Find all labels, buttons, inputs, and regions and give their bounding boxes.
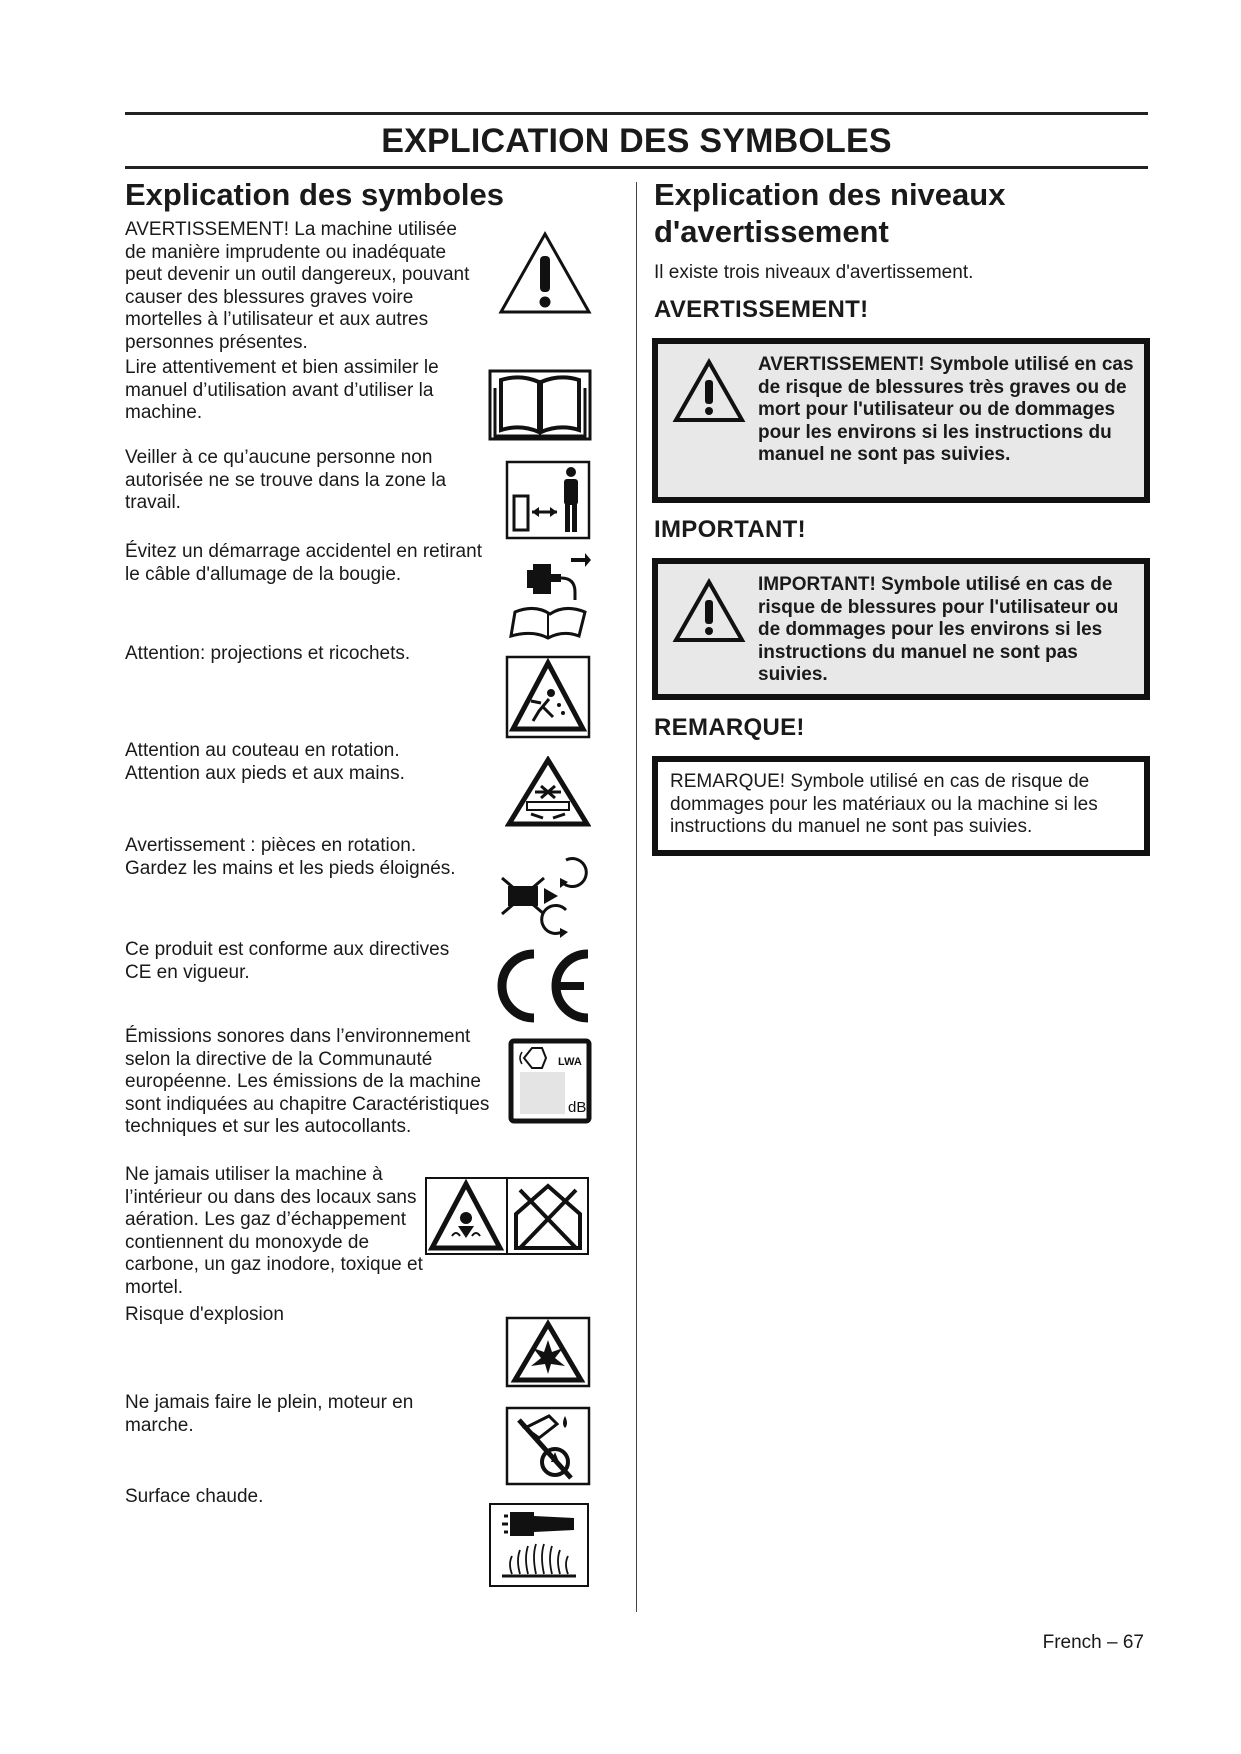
symbol-text-thrown: Attention: projections et ricochets.: [125, 643, 411, 664]
symbol-text-rotating: Avertissement : pièces en rotation. Gardez les mains et les pieds éloignés.: [125, 835, 456, 879]
symbol-text-explosion: Risque d'explosion: [125, 1304, 284, 1325]
warning-triangle-icon: [497, 230, 593, 316]
noise-db-label: dB: [568, 1099, 587, 1116]
noise-level-icon: [508, 1038, 592, 1124]
symbol-text-sparkplug: Évitez un démarrage accidentel en retirant le câble d'allumage de la bougie.: [125, 541, 482, 585]
hot-surface-icon: [488, 1502, 590, 1588]
explosion-icon: [505, 1316, 591, 1388]
ce-mark-icon: [488, 946, 594, 1026]
warning-box-text: AVERTISSEMENT! Symbole utilisé en cas de risque de blessures très graves ou de mort pour l'utilisateur ou de dommages pour les environs si les instructions du manuel ne sont pas suivies.: [758, 354, 1134, 465]
note-box-remarque: [652, 756, 1150, 856]
warning-box-text: IMPORTANT! Symbole utilisé en cas de risque de blessures pour l'utilisateur ou de dommages pour les environs si les instructions du manuel ne sont pas suivies.: [758, 574, 1119, 685]
symbol-text-refuel: Ne jamais faire le plein, moteur en marche.: [125, 1392, 414, 1436]
symbol-text-warning: AVERTISSEMENT! La machine utilisée de manière imprudente ou inadéquate peut devenir un outil dangereux, pouvant causer des blessures graves voire mortelles à l’utilisateur et aux autres personnes présentes.: [125, 219, 470, 353]
noise-lwa-label: LWA: [558, 1056, 582, 1068]
left-column: [125, 176, 603, 213]
spark-plug-manual-icon: [505, 552, 591, 642]
warning-box-avertissement: [652, 338, 1150, 503]
carbon-monoxide-icon: [424, 1176, 590, 1256]
page-footer: French – 67: [1042, 1632, 1144, 1653]
page-title: EXPLICATION DES SYMBOLES: [381, 122, 892, 160]
right-column: [654, 176, 1162, 250]
warning-triangle-icon: [672, 358, 746, 429]
warning-triangle-icon: [672, 578, 746, 649]
column-divider: [636, 182, 637, 1612]
symbol-text-ce: Ce produit est conforme aux directives CE en vigueur.: [125, 939, 450, 983]
manual-book-icon: [487, 368, 593, 442]
right-heading: Explication des niveaux d'avertissement: [654, 177, 1006, 249]
symbol-text-noise: Émissions sonores dans l’environnement selon la directive de la Communauté européenne. Les émissions de la machine sont indiquées au chapitre Caractéristiques techniques et sur les autocollants.: [125, 1026, 490, 1137]
level-title-remarque: REMARQUE!: [654, 714, 805, 741]
note-box-text: REMARQUE! Symbole utilisé en cas de risque de dommages pour les matériaux ou la machine si les instructions du manuel ne sont pas suivies.: [670, 771, 1098, 837]
header-rule-bottom: [125, 166, 1148, 169]
symbol-text-manual: Lire attentivement et bien assimiler le manuel d’utilisation avant d’utiliser la machine.: [125, 357, 439, 423]
symbol-text-distance: Veiller à ce qu’aucune personne non autorisée ne se trouve dans la zone la travail.: [125, 447, 447, 513]
symbol-text-hot: Surface chaude.: [125, 1486, 264, 1507]
safety-distance-icon: [505, 460, 591, 540]
no-refuel-running-icon: [505, 1406, 591, 1486]
header-rule-top: [125, 112, 1148, 115]
rotating-blade-icon: [505, 756, 591, 828]
left-heading: Explication des symboles: [125, 177, 505, 212]
symbol-text-co: Ne jamais utiliser la machine à l’intérieur ou dans des locaux sans aération. Les gaz d’échappement contiennent du monoxyde de carbone, un gaz inodore, toxique et mortel.: [125, 1164, 423, 1298]
warning-levels-intro: Il existe trois niveaux d'avertissement.: [654, 262, 974, 283]
level-title-avertissement: AVERTISSEMENT!: [654, 296, 869, 323]
thrown-objects-icon: [505, 655, 591, 739]
rotating-parts-icon: [500, 848, 592, 940]
level-title-important: IMPORTANT!: [654, 516, 806, 543]
symbol-text-blade: Attention au couteau en rotation. Attention aux pieds et aux mains.: [125, 740, 405, 784]
warning-box-important: [652, 558, 1150, 700]
